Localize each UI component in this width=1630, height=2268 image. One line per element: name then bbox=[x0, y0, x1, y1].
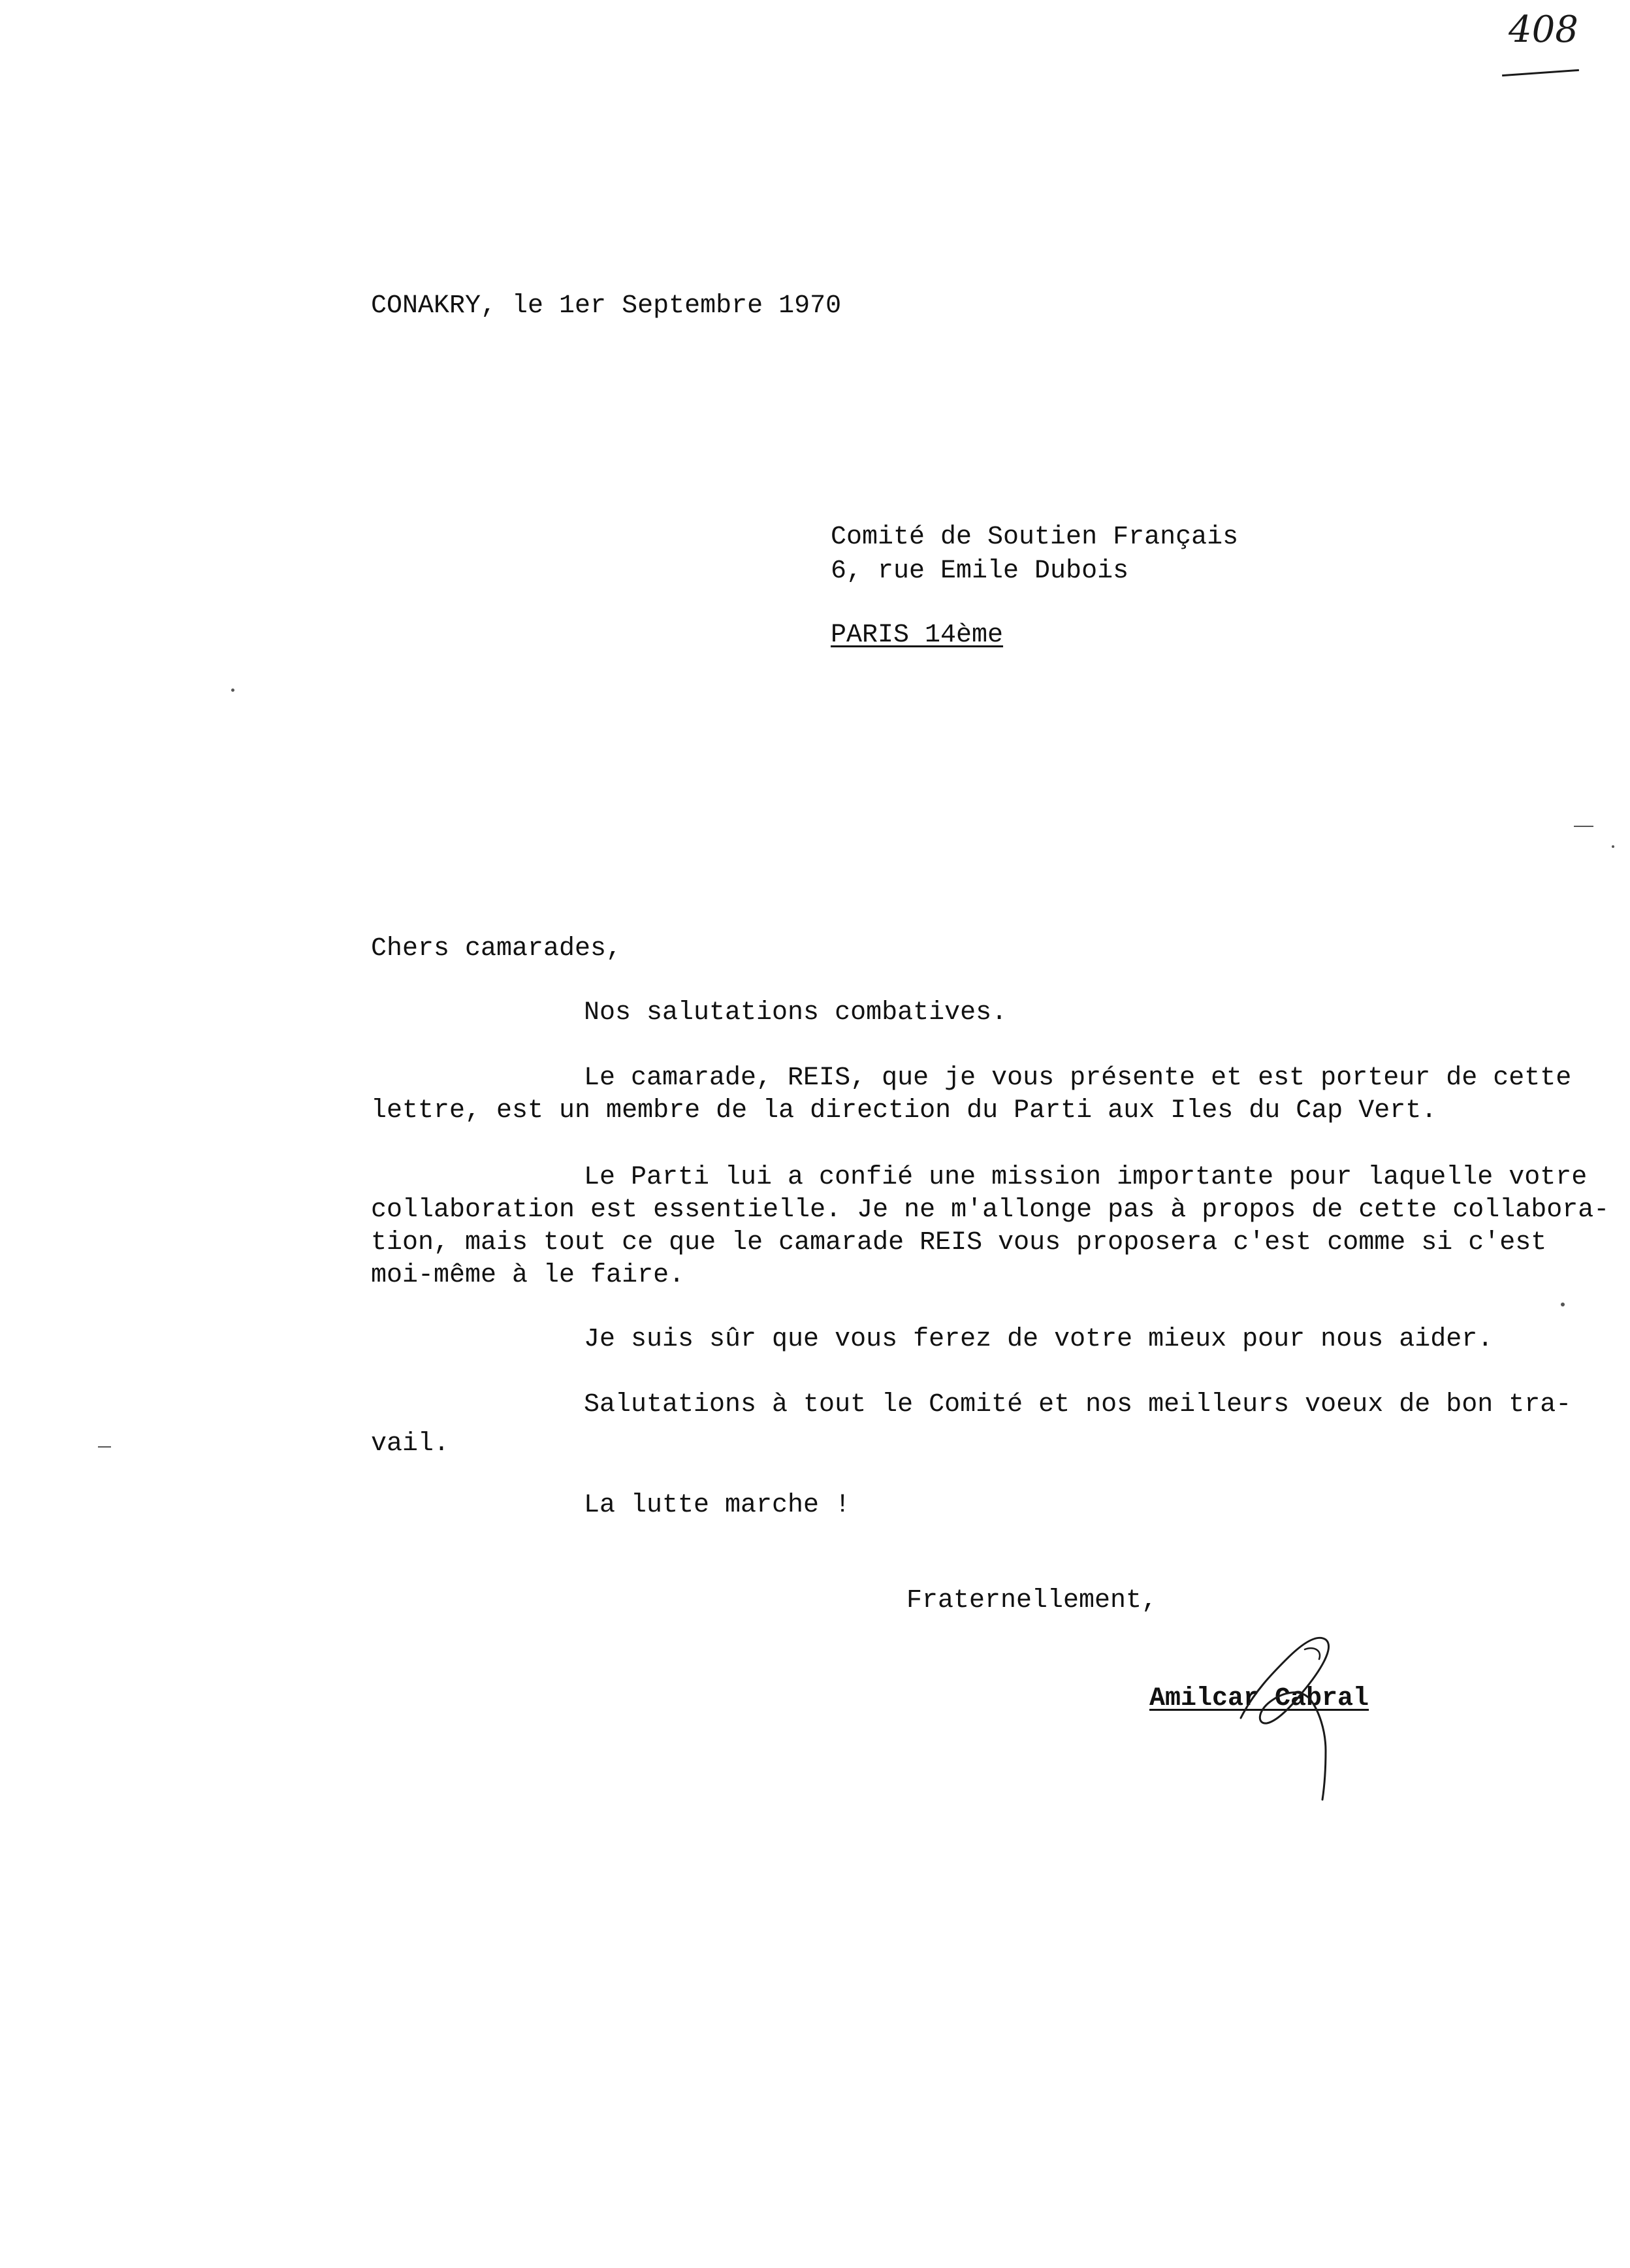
paragraph-line: tion, mais tout ce que le camarade REIS vous proposera c'est comme si c'est bbox=[371, 1228, 1547, 1257]
paragraph-greetings-line: vail. bbox=[371, 1429, 450, 1459]
handwritten-signature bbox=[1228, 1620, 1358, 1803]
page-number-handwritten: 408 bbox=[1509, 8, 1578, 51]
recipient-street: 6, rue Emile Dubois bbox=[831, 557, 1129, 586]
recipient-name: Comité de Soutien Français bbox=[831, 523, 1239, 552]
salutation: Chers camarades, bbox=[371, 934, 622, 964]
date-line: CONAKRY, le 1er Septembre 1970 bbox=[371, 291, 842, 321]
paragraph-introduction bbox=[371, 1062, 1572, 1127]
paragraph-line: collaboration est essentielle. Je ne m'allonge pas à propos de cette collabora- bbox=[371, 1195, 1610, 1225]
paragraph-line: Le camarade, REIS, que je vous présente et est porteur de cette bbox=[584, 1063, 1572, 1093]
greeting: Nos salutations combatives. bbox=[584, 998, 1008, 1028]
paper-speck bbox=[231, 688, 234, 692]
paper-speck bbox=[1561, 1303, 1565, 1306]
closing-slogan: La lutte marche ! bbox=[584, 1491, 851, 1520]
paragraph-line: lettre, est un membre de la direction du Parti aux Iles du Cap Vert. bbox=[371, 1096, 1437, 1126]
paragraph-line: moi-même à le faire. bbox=[371, 1261, 685, 1290]
page-number-underline bbox=[1502, 69, 1579, 76]
paragraph-confidence: Je suis sûr que vous ferez de votre mieux pour nous aider. bbox=[584, 1325, 1494, 1354]
paper-speck bbox=[98, 1446, 111, 1448]
paper-speck bbox=[1574, 826, 1593, 827]
sign-off: Fraternellement, bbox=[906, 1586, 1158, 1615]
paragraph-greetings-line: Salutations à tout le Comité et nos meilleurs voeux de bon tra- bbox=[584, 1390, 1572, 1419]
paper-speck bbox=[1612, 845, 1614, 848]
paragraph-mission bbox=[371, 1161, 1610, 1292]
recipient-city: PARIS 14ème bbox=[831, 621, 1004, 650]
signature-name: Amilcar Cabral bbox=[1149, 1684, 1369, 1713]
paragraph-line: Le Parti lui a confié une mission importante pour laquelle votre bbox=[584, 1163, 1588, 1192]
